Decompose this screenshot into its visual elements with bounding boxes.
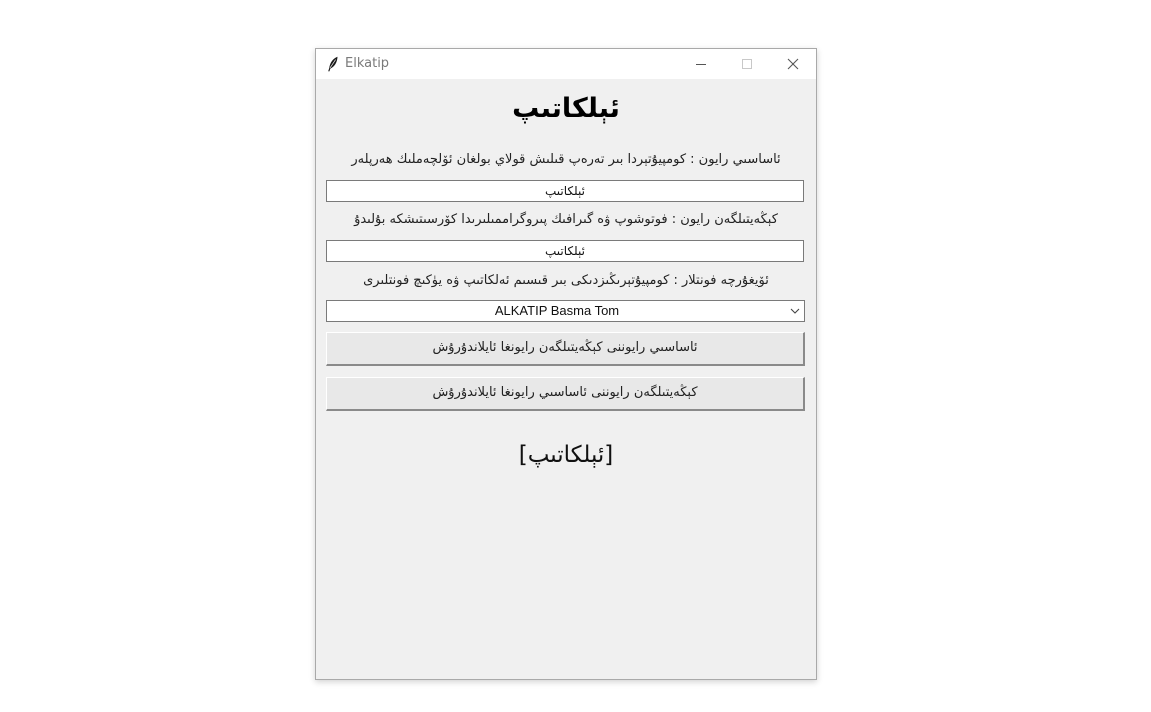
minimize-icon	[695, 55, 707, 74]
page-title: ئېلكاتىپ	[512, 93, 620, 124]
maximize-icon	[741, 55, 753, 74]
app-window	[315, 48, 817, 680]
font-select-value: ALKATIP Basma Tom	[494, 303, 620, 318]
extended-region-label: كېڭەيتىلگەن رايون : فوتوشوپ ۋە گىرافىك پىروگراممىلىرىدا كۆرسىتىشكە بۇلىدۇ	[354, 212, 778, 227]
close-icon	[787, 55, 799, 74]
title-bar[interactable]	[316, 49, 816, 79]
result-text: [ئېلكاتىپ]	[518, 442, 614, 468]
extended-region-input[interactable]	[326, 240, 804, 262]
close-button[interactable]	[770, 49, 816, 79]
window-title: Elkatip	[345, 56, 390, 71]
basic-region-input[interactable]	[326, 180, 804, 202]
convert-to-basic-button[interactable]: كېڭەيتىلگەن رايوننى ئاساسىي رايونغا ئايلاندۇرۇش	[326, 377, 805, 411]
basic-region-label: ئاساسىي رايون : كومپيۇتېردا بىر تەرەپ قىلىش قولاي بولغان ئۆلچەملىك ھەرپلەر	[351, 152, 781, 167]
font-select[interactable]	[326, 300, 805, 322]
minimize-button[interactable]	[678, 49, 724, 79]
maximize-button[interactable]	[724, 49, 770, 79]
chevron-down-icon[interactable]	[788, 301, 802, 321]
main-content	[316, 79, 816, 679]
font-list-label: ئۆيغۇرچە فونتلار : كومپيۇتېرىڭىزدىكى بىر قىسىم ئەلكاتىپ ۋە يۈكىچ فونتلىرى	[363, 273, 769, 288]
feather-icon	[326, 56, 340, 72]
convert-to-extended-button[interactable]: ئاساسىي رايوننى كېڭەيتىلگەن رايونغا ئايلاندۇرۇش	[326, 332, 805, 366]
